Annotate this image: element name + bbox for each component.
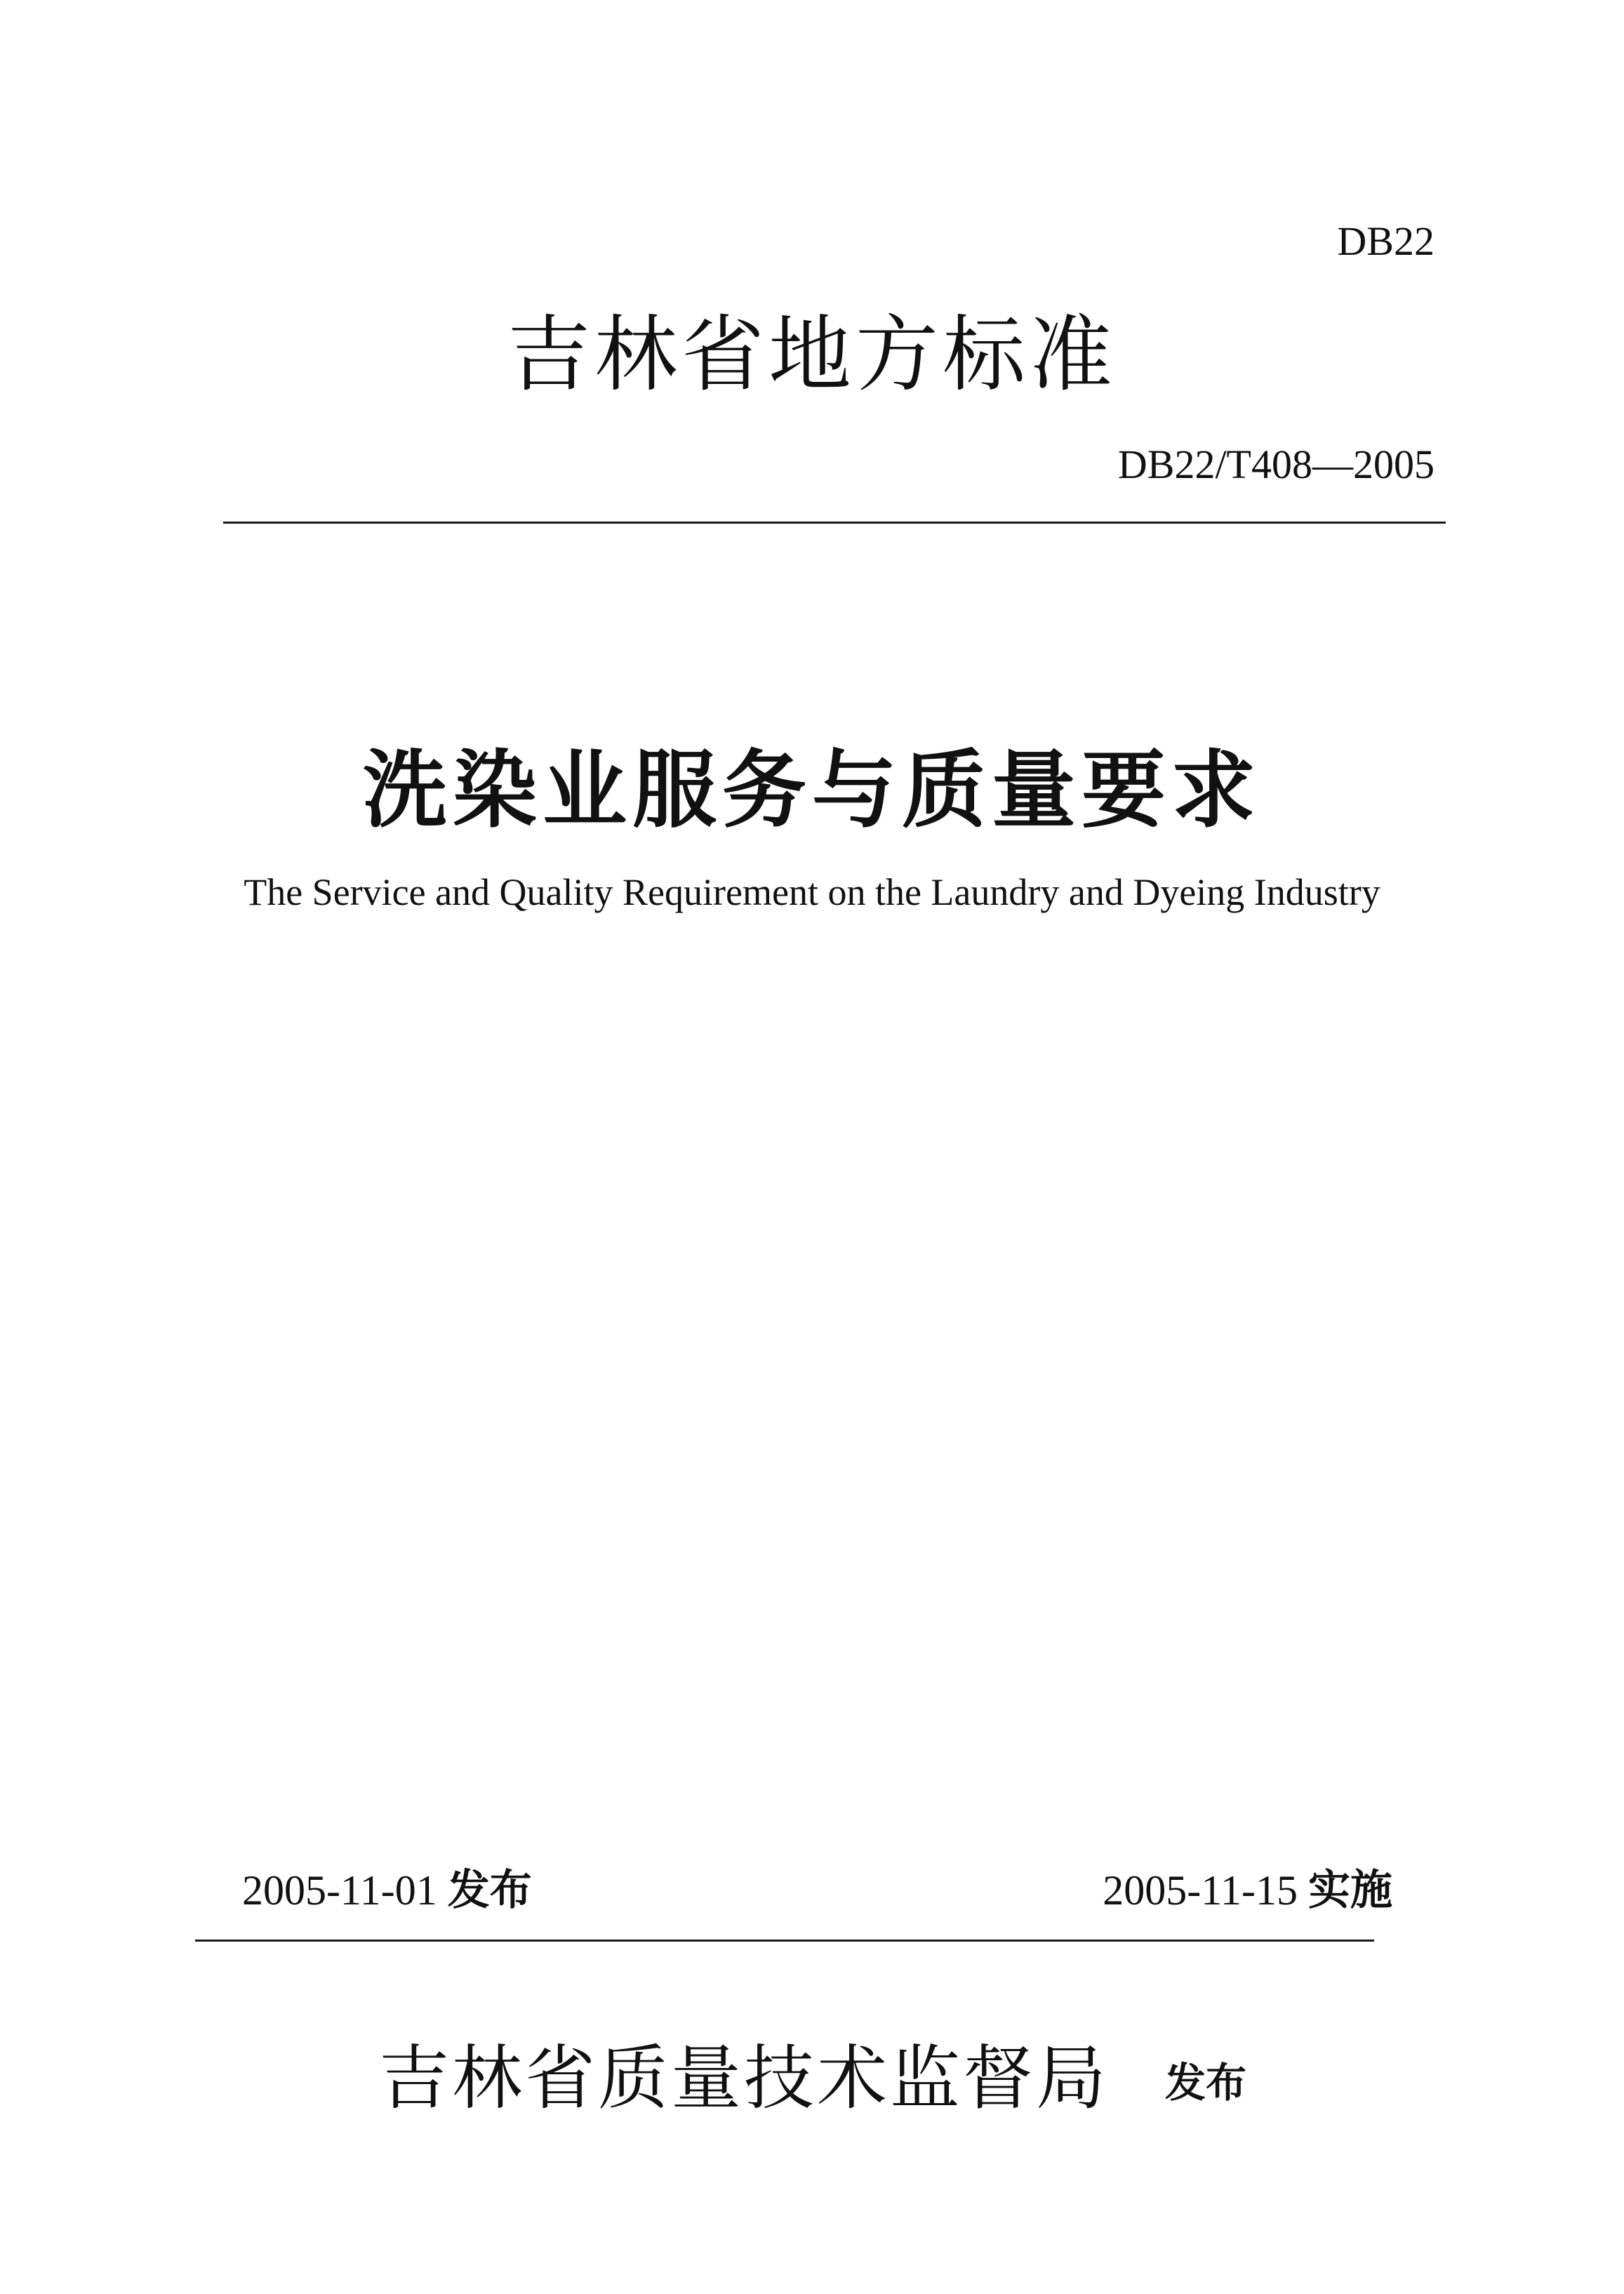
bottom-divider bbox=[195, 1940, 1374, 1942]
standard-number: DB22/T408—2005 bbox=[1117, 442, 1435, 487]
issue-label: 发布 bbox=[447, 1866, 532, 1915]
document-title-english: The Service and Quality Requirement on the Laundry and Dyeing Industry bbox=[244, 871, 1380, 913]
issuing-authority: 吉林省质量技术监督局 bbox=[379, 2037, 1109, 2119]
document-title-chinese: 洗染业服务与质量要求 bbox=[363, 742, 1261, 840]
implementation-label: 实施 bbox=[1308, 1866, 1392, 1915]
implementation-date: 2005-11-15 bbox=[1103, 1867, 1298, 1914]
issuing-authority-suffix: 发布 bbox=[1165, 2059, 1247, 2107]
implementation-date-block bbox=[1103, 1857, 1392, 1917]
standard-type-heading: 吉林省地方标准 bbox=[507, 306, 1117, 403]
top-divider bbox=[223, 522, 1446, 524]
issue-date-block bbox=[242, 1857, 532, 1917]
issue-date: 2005-11-01 bbox=[242, 1867, 437, 1914]
db-code: DB22 bbox=[1337, 218, 1435, 264]
